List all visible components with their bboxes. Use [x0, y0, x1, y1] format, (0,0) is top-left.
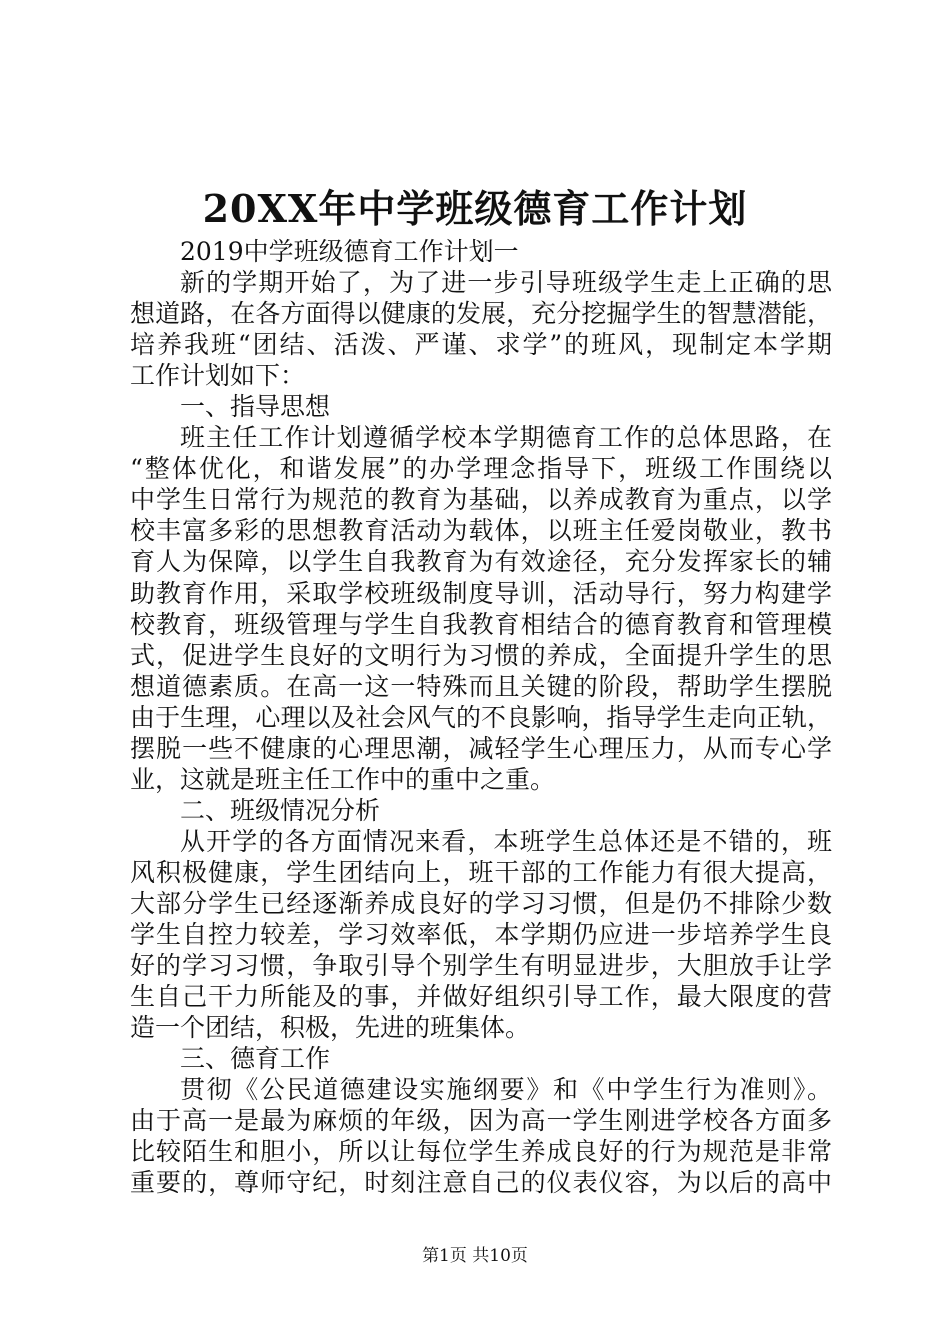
text-line: 好的学习习惯，争取引导个别学生有明显进步，大胆放手让学: [130, 951, 832, 981]
text-line: 学生自控力较差，学习效率低，本学期仍应进一步培养学生良: [130, 920, 832, 950]
text-line: 风积极健康，学生团结向上，班干部的工作能力有很大提高，: [130, 857, 832, 887]
text-line: 生自己干力所能及的事，并做好组织引导工作，最大限度的营: [130, 982, 832, 1012]
text-line: 大部分学生已经逐渐养成良好的学习习惯，但是仍不排除少数: [130, 888, 832, 918]
text-line: 校丰富多彩的思想教育活动为载体，以班主任爱岗敬业，教书: [130, 516, 832, 546]
document-title: 20XX年中学班级德育工作计划: [202, 186, 748, 231]
section-heading: 一、指导思想: [180, 392, 331, 422]
text-line: 班主任工作计划遵循学校本学期德育工作的总体思路，在: [180, 423, 832, 453]
document-body: [130, 236, 832, 1198]
text-line: 新的学期开始了，为了进一步引导班级学生走上正确的思: [180, 268, 832, 298]
text-line: 摆脱一些不健康的心理思潮，减轻学生心理压力，从而专心学: [130, 733, 832, 763]
section-heading: 三、德育工作: [180, 1044, 331, 1074]
text-line: 校教育，班级管理与学生自我教育相结合的德育教育和管理模: [130, 609, 832, 639]
text-line: 育人为保障，以学生自我教育为有效途径，充分发挥家长的辅: [130, 547, 832, 577]
page-number-footer: 第1页 共10页: [422, 1246, 528, 1266]
text-line: “整体优化，和谐发展”的办学理念指导下，班级工作围绕以: [130, 454, 832, 484]
section-heading: 二、班级情况分析: [180, 795, 381, 825]
text-line: 比较陌生和胆小，所以让每位学生养成良好的行为规范是非常: [130, 1137, 832, 1167]
text-line: 培养我班“团结、活泼、严谨、求学”的班风，现制定本学期: [130, 330, 832, 360]
text-line: 造一个团结，积极，先进的班集体。: [130, 1013, 531, 1043]
text-line: 由于高一是最为麻烦的年级，因为高一学生刚进学校各方面多: [130, 1106, 832, 1136]
text-line: 2019中学班级德育工作计划一: [180, 237, 519, 266]
text-line: 从开学的各方面情况来看，本班学生总体还是不错的，班: [180, 826, 832, 856]
text-line: 贯彻《公民道德建设实施纲要》和《中学生行为准则》。: [180, 1075, 832, 1105]
text-line: 想道德素质。在高一这一特殊而且关键的阶段，帮助学生摆脱: [130, 671, 832, 701]
text-line: 式，促进学生良好的文明行为习惯的养成，全面提升学生的思: [130, 640, 832, 670]
text-line: 中学生日常行为规范的教育为基础，以养成教育为重点，以学: [130, 485, 832, 515]
text-line: 由于生理，心理以及社会风气的不良影响，指导学生走向正轨，: [130, 702, 832, 732]
text-line: 助教育作用，采取学校班级制度导训，活动导行，努力构建学: [130, 578, 832, 608]
text-line: 想道路，在各方面得以健康的发展，充分挖掘学生的智慧潜能，: [130, 299, 832, 329]
text-line: 重要的，尊师守纪，时刻注意自己的仪表仪容，为以后的高中: [130, 1168, 832, 1198]
text-line: 工作计划如下：: [130, 361, 306, 391]
text-line: 业，这就是班主任工作中的重中之重。: [130, 764, 556, 794]
